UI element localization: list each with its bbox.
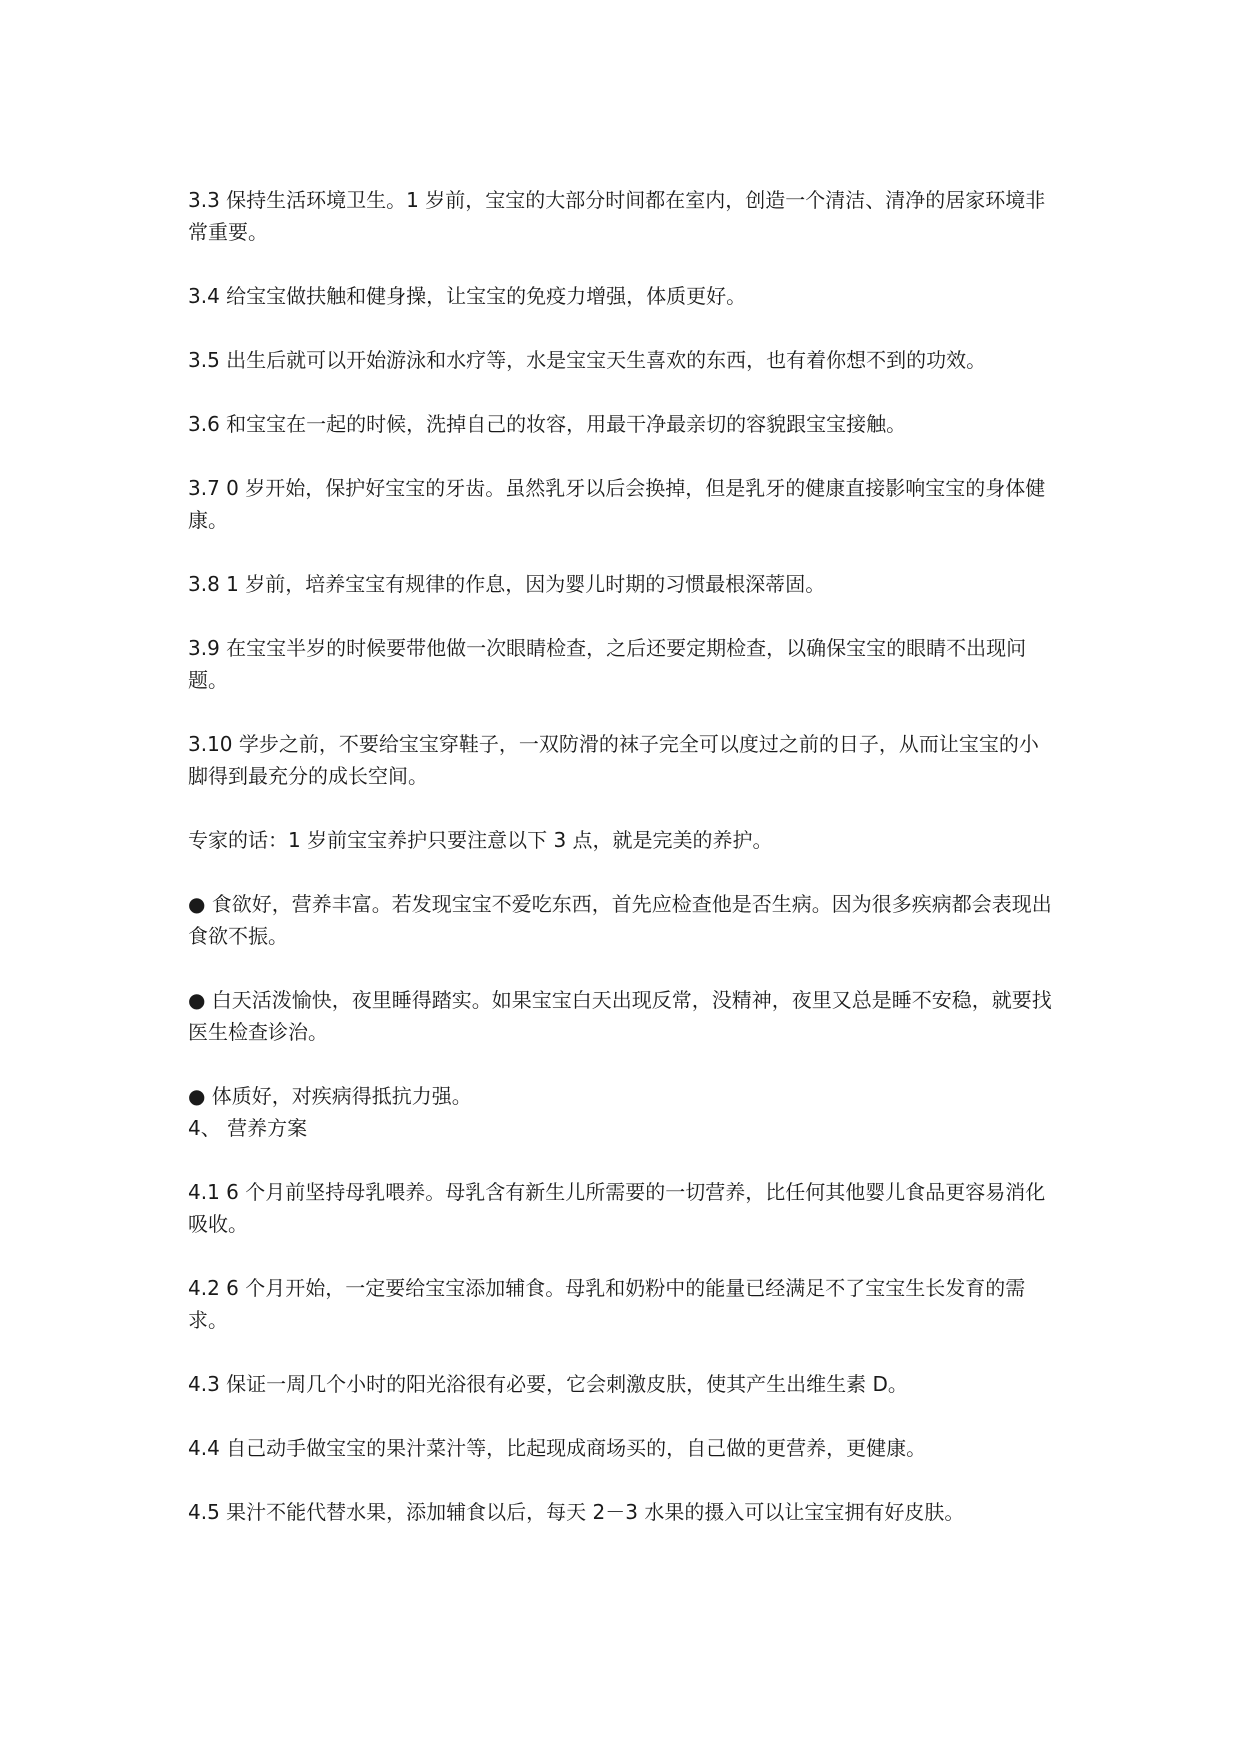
bullet-item-sleep: ● 白天活泼愉快，夜里睡得踏实。如果宝宝白天出现反常，没精神，夜里又总是睡不安稳，就要找医生检查诊治。	[188, 988, 1052, 1044]
bullet-item-appetite: ● 食欲好，营养丰富。若发现宝宝不爱吃东西，首先应检查他是否生病。因为很多疾病都会表现出食欲不振。	[188, 892, 1052, 948]
paragraph-3-5: 3.5 出生后就可以开始游泳和水疗等，水是宝宝天生喜欢的东西，也有着你想不到的功效。	[188, 348, 987, 372]
paragraph-4-5: 4.5 果汁不能代替水果，添加辅食以后，每天 2－3 水果的摄入可以让宝宝拥有好皮肤。	[188, 1500, 965, 1524]
section-heading-nutrition: 4、 营养方案	[188, 1116, 308, 1140]
paragraph-3-6: 3.6 和宝宝在一起的时候，洗掉自己的妆容，用最干净最亲切的容貌跟宝宝接触。	[188, 412, 907, 436]
paragraph-3-9: 3.9 在宝宝半岁的时候要带他做一次眼睛检查，之后还要定期检查，以确保宝宝的眼睛不出现问题。	[188, 636, 1027, 692]
paragraph-3-4: 3.4 给宝宝做扶触和健身操，让宝宝的免疫力增强，体质更好。	[188, 284, 747, 308]
bullet-item-immunity: ● 体质好，对疾病得抵抗力强。	[188, 1084, 472, 1108]
paragraph-3-7: 3.7 0 岁开始，保护好宝宝的牙齿。虽然乳牙以后会换掉，但是乳牙的健康直接影响宝宝的身体健康。	[188, 476, 1046, 532]
paragraph-4-3: 4.3 保证一周几个小时的阳光浴很有必要，它会刺激皮肤，使其产生出维生素 D。	[188, 1372, 908, 1396]
paragraph-4-1: 4.1 6 个月前坚持母乳喂养。母乳含有新生儿所需要的一切营养，比任何其他婴儿食品更容易消化吸收。	[188, 1180, 1046, 1236]
paragraph-4-2: 4.2 6 个月开始，一定要给宝宝添加辅食。母乳和奶粉中的能量已经满足不了宝宝生长发育的需求。	[188, 1276, 1026, 1332]
paragraph-3-3: 3.3 保持生活环境卫生。1 岁前，宝宝的大部分时间都在室内，创造一个清洁、清净的居家环境非常重要。	[188, 188, 1046, 244]
paragraph-4-4: 4.4 自己动手做宝宝的果汁菜汁等，比起现成商场买的，自己做的更营养，更健康。	[188, 1436, 927, 1460]
expert-note: 专家的话：1 岁前宝宝养护只要注意以下 3 点，就是完美的养护。	[188, 828, 773, 852]
paragraph-3-10: 3.10 学步之前，不要给宝宝穿鞋子，一双防滑的袜子完全可以度过之前的日子，从而让宝宝的小脚得到最充分的成长空间。	[188, 732, 1039, 788]
paragraph-3-8: 3.8 1 岁前，培养宝宝有规律的作息，因为婴儿时期的习惯最根深蒂固。	[188, 572, 826, 596]
document-body	[188, 184, 1058, 1528]
